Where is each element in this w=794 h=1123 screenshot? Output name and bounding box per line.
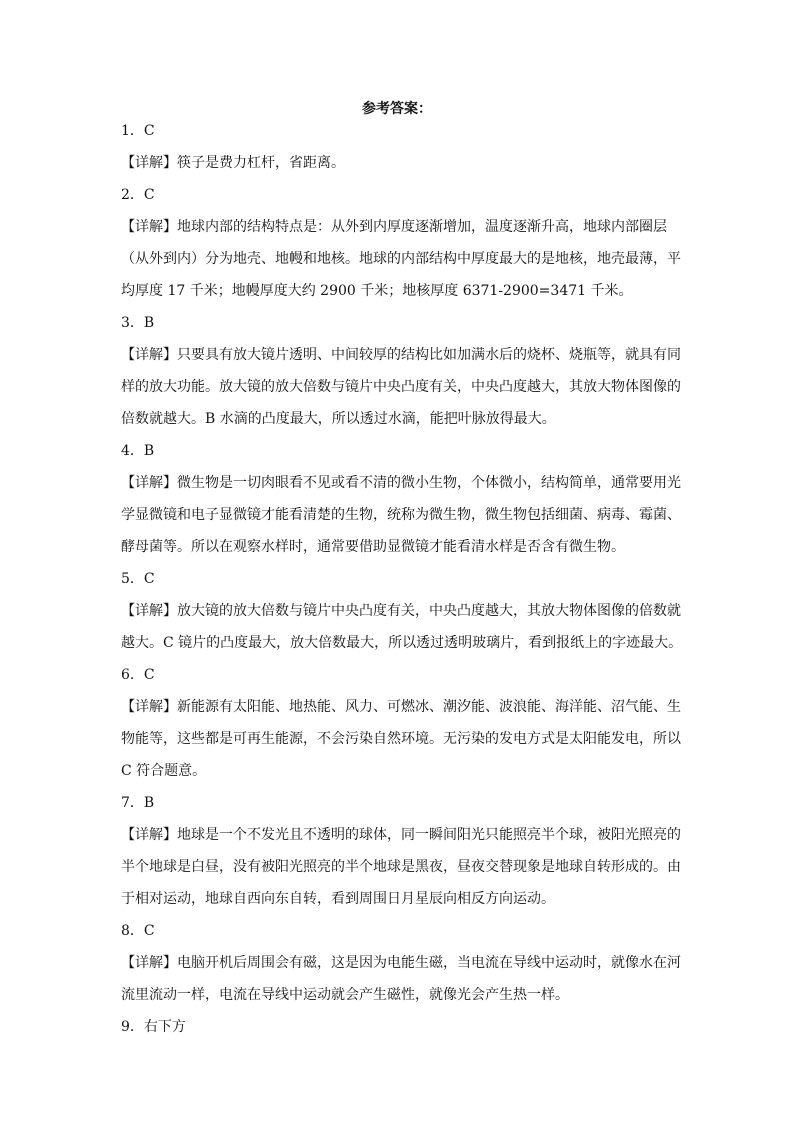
answer-explanation (121, 600, 683, 654)
explanation-line: 【详解】放大镜的放大倍数与镜片中央凸度有关，中央凸度越大，其放大物体图像的倍数就 (121, 603, 681, 619)
answer-number: 2．C (121, 187, 155, 203)
page-title: 参考答案： (362, 101, 432, 117)
explanation-line: 物能等，这些都是可再生能源，不会污染自然环境。无污染的发电方式是太阳能发电，所以 (121, 731, 681, 747)
answer-number: 8．C (121, 923, 155, 939)
explanation-tag: 【详解】 (121, 155, 177, 171)
explanation-tag: 【详解】 (121, 347, 177, 363)
explanation-line: 于相对运动，地球自西向东自转，看到周围日月星辰向相反方向运动。 (121, 891, 555, 907)
explanation-tag: 【详解】 (121, 827, 177, 843)
explanation-line: 【详解】地球内部的结构特点是：从外到内厚度逐渐增加，温度逐渐升高，地球内部圈层 (121, 219, 667, 235)
explanation-line: 半个地球是白昼，没有被阳光照亮的半个地球是黑夜，昼夜交替现象是地球自转形成的。由 (121, 859, 681, 875)
explanation-line: 越大。C 镜片的凸度最大，放大倍数最大，所以透过透明玻璃片，看到报纸上的字迹最大。 (121, 635, 683, 651)
explanation-line: 酵母菌等。所以在观察水样时，通常要借助显微镜才能看清水样是否含有微生物。 (121, 539, 625, 555)
explanation-line: C 符合题意。 (121, 763, 207, 779)
answer-number: 5．C (121, 571, 155, 587)
explanation-line: 【详解】电脑开机后周围会有磁，这是因为电能生磁，当电流在导线中运动时，就像水在河 (121, 955, 681, 971)
explanation-line: 学显微镜和电子显微镜才能看清楚的生物，统称为微生物，微生物包括细菌、病毒、霉菌、 (121, 507, 681, 523)
explanation-tag: 【详解】 (121, 603, 177, 619)
answer-explanation (121, 344, 681, 430)
answer-number: 4．B (121, 443, 155, 459)
explanation-line: 流里流动一样，电流在导线中运动就会产生磁性，就像光会产生热一样。 (121, 987, 569, 1003)
explanation-tag: 【详解】 (121, 475, 177, 491)
answer-explanation (121, 152, 677, 174)
answer-number: 1．C (121, 123, 155, 139)
answer-explanation (121, 696, 681, 782)
answer-number: 9．右下方 (121, 1019, 186, 1035)
explanation-line: 【详解】地球是一个不发光且不透明的球体，同一瞬间阳光只能照亮半个球，被阳光照亮的 (121, 827, 681, 843)
answer-number: 6．C (121, 667, 155, 683)
answer-explanation (121, 216, 681, 302)
explanation-line: 均厚度 17 千米；地幔厚度大约 2900 千米；地核厚度 6371-2900=3471 千米。 (121, 283, 633, 299)
explanation-line: 样的放大功能。放大镜的放大倍数与镜片中央凸度有关，中央凸度越大，其放大物体图像的 (121, 379, 681, 395)
answer-list (121, 120, 683, 1038)
explanation-line: 倍数就越大。B 水滴的凸度最大，所以透过水滴，能把叶脉放得最大。 (121, 411, 556, 427)
answer-number: 3．B (121, 315, 155, 331)
explanation-line: 【详解】筷子是费力杠杆，省距离。 (121, 155, 345, 171)
explanation-line: 【详解】新能源有太阳能、地热能、风力、可燃冰、潮汐能、波浪能、海洋能、沼气能、生 (121, 699, 681, 715)
answer-explanation (121, 952, 681, 1006)
explanation-line: 【详解】微生物是一切肉眼看不见或看不清的微小生物，个体微小，结构简单，通常要用光 (121, 475, 681, 491)
answer-explanation (121, 824, 681, 910)
explanation-tag: 【详解】 (121, 219, 177, 235)
explanation-line: 【详解】只要具有放大镜片透明、中间较厚的结构比如加满水后的烧杯、烧瓶等，就具有同 (121, 347, 681, 363)
answer-number: 7．B (121, 795, 155, 811)
explanation-line: （从外到内）分为地壳、地幔和地核。地球的内部结构中厚度最大的是地核，地壳最薄，平 (121, 251, 681, 267)
explanation-tag: 【详解】 (121, 699, 177, 715)
answer-explanation (121, 472, 681, 558)
explanation-tag: 【详解】 (121, 955, 177, 971)
